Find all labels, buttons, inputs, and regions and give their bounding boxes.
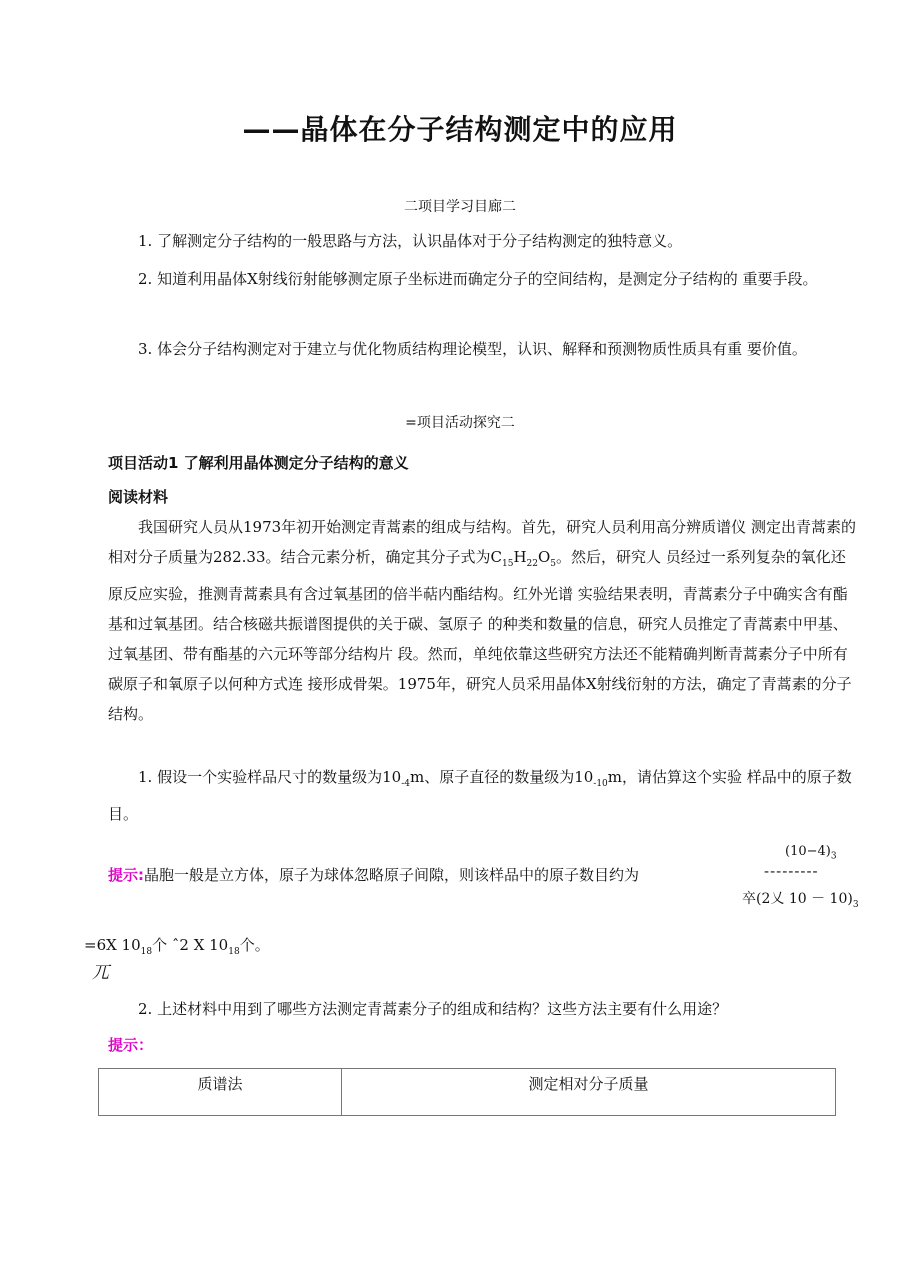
- hint-text: 晶胞一般是立方体，原子为球体忽略原子间隙，则该样品中的原子数目约为: [144, 866, 640, 884]
- objective-1: [108, 226, 860, 256]
- objective-number: 1.: [138, 232, 153, 250]
- table-cell-method: 质谱法: [99, 1069, 342, 1116]
- reading-label: 阅读材料: [108, 488, 169, 506]
- question-text: 上述材料中用到了哪些方法测定青蒿素分子的组成和结构？这些方法主要有什么用途？: [157, 1000, 728, 1018]
- fraction-denominator: 卒(2乂 $10 - 10)_3$: [742, 891, 859, 910]
- objective-2: [108, 264, 860, 294]
- methods-table: [98, 1068, 836, 1116]
- objective-text: 体会分子结构测定对于建立与优化物质结构理论模型，认识、解释和预测物质性质具有重 要价值。: [157, 340, 807, 358]
- fraction-bar: ---------: [764, 862, 819, 880]
- objective-number: 3.: [138, 340, 153, 358]
- question-number: 1.: [138, 768, 153, 786]
- page-title: ——晶体在分子结构测定中的应用: [242, 113, 678, 146]
- objectives-heading: 二项目学习目廊二: [404, 199, 516, 215]
- hint-2-label: 提示：: [108, 1036, 154, 1054]
- question-2: [108, 994, 860, 1024]
- activities-heading: =项目活动探究二: [405, 415, 515, 431]
- question-number: 2.: [138, 1000, 153, 1018]
- hint-1: [108, 864, 639, 885]
- objective-number: 2.: [138, 270, 153, 288]
- table-row: [99, 1069, 836, 1116]
- pi-symbol: 兀: [92, 963, 109, 983]
- fraction-numerator: $(10-4)_3$: [785, 844, 837, 862]
- molecular-formula: $C_{15}H_{22}O_5$: [490, 548, 557, 569]
- reading-paragraph: [108, 512, 860, 729]
- hint-result: =6X $10_{18}$个 ˆ2 X $10_{18}$个。: [84, 936, 270, 957]
- hint-label: 提示:: [108, 866, 144, 884]
- objective-text: 了解测定分子结构的一般思路与方法，认识晶体对于分子结构测定的独特意义。: [157, 232, 683, 250]
- objective-text: 知道利用晶体X射线衍射能够测定原子坐标进而确定分子的空间结构，是测定分子结构的 重要手段。: [157, 270, 818, 288]
- reading-part1: 我国研究人员从1973年初开始测定青蒿素的组成与结构。首先，研究人员利用高分辨质谱仪 测定出青蒿素的相对分子质量为282.33。结合元素分析，确定其分子式为: [108, 518, 856, 566]
- table-cell-use: 测定相对分子质量: [342, 1069, 836, 1116]
- question-1: 1. 假设一个实验样品尺寸的数量级为$10_{-4}m$、原子直径的数量级为$10_{-10}m$，请估算这个实验 样品中的原子数目。: [108, 768, 852, 823]
- reading-part2: 。然后，研究人 员经过一系列复杂的氧化还原反应实验，推测青蒿素具有含过氧基团的倍半萜内酯结构。红外光谱 实验结果表明，青蒿素分子中确实含有酯基和过氧基团。结合核磁共振谱图提供的关于碳、氢原子 的种类和数量的信息，研究人员推定了青蒿素中甲基、过氧基团、带有酯基的六元环等部分结构片 段。然而，单纯依靠这些研究方法还不能精确判断青蒿素分子中所有碳原子和氧原子以何种方式连 接形成骨架。1975年，研究人员采用晶体X射线衍射的方法，确定了青蒿素的分子结构。: [108, 548, 852, 723]
- activity-title: 项目活动1 了解利用晶体测定分子结构的意义: [108, 454, 409, 472]
- objective-3: [108, 334, 860, 364]
